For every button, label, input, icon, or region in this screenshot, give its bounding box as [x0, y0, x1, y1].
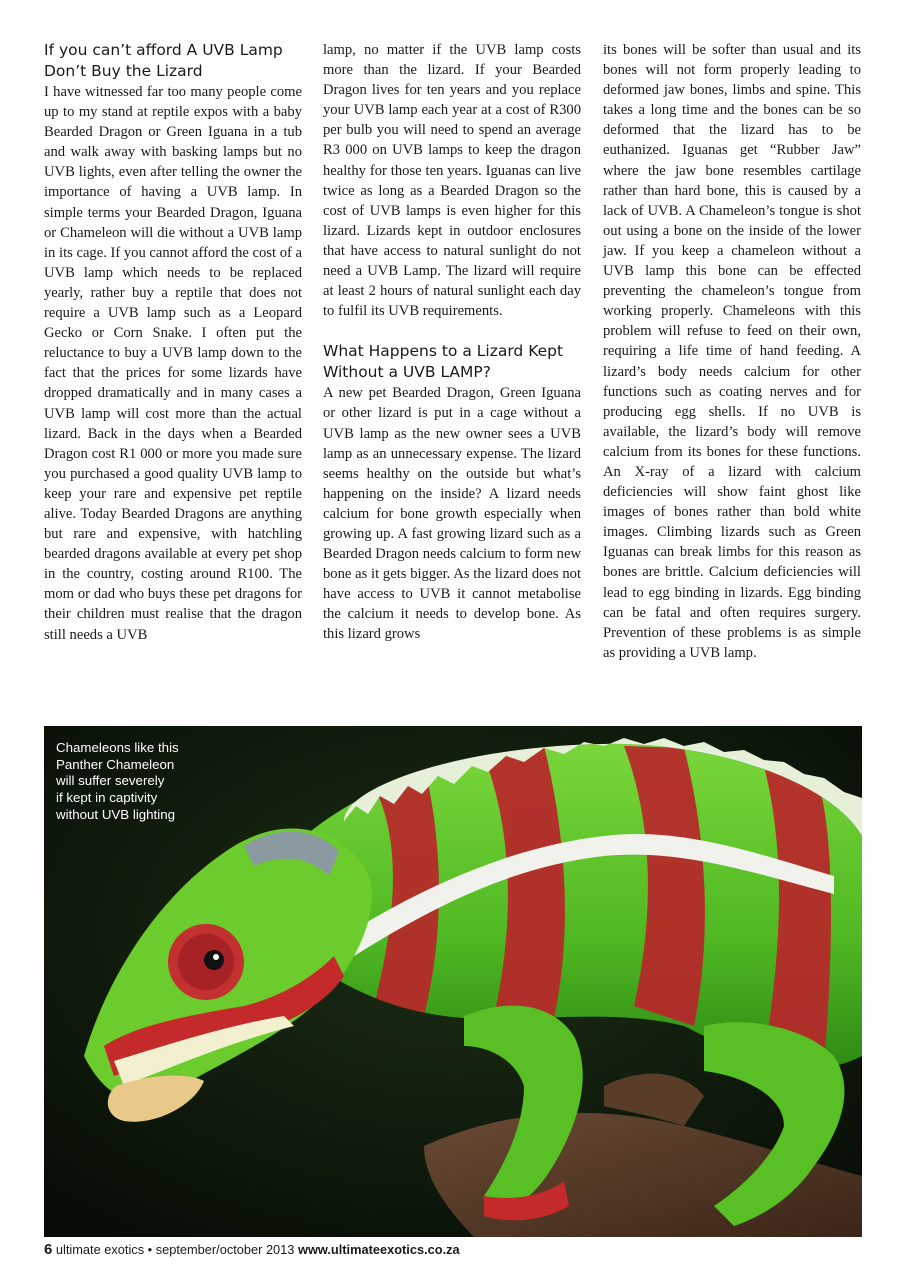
page-footer — [44, 1242, 460, 1258]
chameleon-photo — [44, 726, 862, 1237]
page-number: 6 — [44, 1241, 53, 1258]
caption-line-4: if kept in captivity — [56, 790, 158, 806]
photo-caption — [56, 740, 179, 824]
column-2-text-bottom: A new pet Bearded Dragon, Green Iguana or other lizard is put in a cage without a UVB lamp as the new owner sees a UVB lamp as an unnecessary expense. The lizard seems healthy on the outside but what’s happening on the inside? A lizard needs calcium for bone growth especially when growing up. A fast growing lizard such as a Bearded Dragon needs calcium to form new bone as it gets bigger. As the lizard does not have access to UVB it cannot metabolise the calcium it needs to develop bone. As this lizard grows — [323, 385, 581, 643]
caption-line-2: Panther Chameleon — [56, 756, 175, 772]
column-1 — [44, 40, 302, 645]
heading-line-2: Don’t Buy the Lizard — [44, 62, 203, 80]
column-3 — [603, 40, 861, 663]
heading-uvb-lamp — [44, 40, 302, 82]
heading-line-1: If you can’t afford A UVB Lamp — [44, 41, 283, 59]
caption-line-3: will suffer severely — [56, 773, 165, 789]
column-2 — [323, 40, 581, 645]
heading-line-2: Without a UVB LAMP? — [323, 363, 491, 382]
column-1-text: I have witnessed far too many people come up to my stand at reptile expos with a baby Bearded Dragon or Green Iguana in a tub and walk away with basking lamps but no UVB lights, even after telling the owner the importance of having a UVB lamp. In simple terms your Bearded Dragon, Iguana or Chameleon will die without a UVB lamp in its cage. If you cannot afford the cost of a UVB lamp which needs to be replaced yearly, rather buy a reptile that does not require a UVB lamp such as a Leopard Gecko or Corn Snake. I often put the reluctance to buy a UVB lamp down to the fact that the prices for some lizards have dropped dramatically and in many cases a UVB lamp will cost more than the actual lizard. Back in the days when a Bearded Dragon cost R1 000 or more you made sure you purchased a good quality UVB lamp to keep your rare and expensive pet reptile alive. Today Bearded Dragons are anything but rare and expensive, with hatchling bearded dragons available at every pet shop in the country, costing around R100. The mom or dad who buys these pet dragons for their children must realise that the dragon still needs a UVB — [44, 84, 302, 643]
issue-info: ultimate exotics • september/october 2013 — [55, 1242, 295, 1257]
column-2-text-top: lamp, no matter if the UVB lamp costs more than the lizard. If your Bearded Dragon lives for ten years and you replace your UVB lamp each year at a cost of R300 per bulb you will need to spend an average R3 000 on UVB lamps to keep the dragon healthy for those ten years. Iguanas can live twice as long as a Bearded Dragon so the cost of UVB lamps is even higher for this lizard. Lizards kept in outdoor enclosures that have access to natural sunlight do not need a UVB Lamp. The lizard will require at least 2 hours of natural sunlight each day to fulfil its UVB requirements. — [323, 42, 581, 320]
caption-line-1: Chameleons like this — [56, 740, 179, 755]
website-link[interactable]: www.ultimateexotics.co.za — [297, 1242, 460, 1257]
column-3-text: its bones will be softer than usual and its bones will not form properly leading to deformed jaw bones, limbs and spine. This takes a long time and the bones can be so deformed that the lizard has to be euthanized. Iguanas get “Rubber Jaw” where the jaw bone resembles cartilage rather than hard bone, this is caused by a lack of UVB. A Chameleon’s tongue is shot out using a bone on the inside of the lower jaw. If you keep a chameleon without a UVB lamp this bone can be effected preventing the chameleon’s tongue from working properly. Chameleons with this problem will refuse to feed on their own, requiring a life time of hand feeding. A lizard’s body needs calcium for other functions such as coating nerves and for producing egg shells. If no UVB is available, the lizard’s body will remove calcium from its bones for these functions. An X-ray of a lizard with calcium deficiencies will show faint ghost like images of bones rather than bold white images. Climbing lizards such as Green Iguanas can break limbs for this reason as bones are brittle. Calcium deficiencies will lead to egg binding in lizards. Egg binding can be fatal and often requires surgery. Prevention of these problems is as simple as providing a UVB lamp. — [603, 42, 861, 661]
heading-line-1: What Happens to a Lizard Kept — [323, 342, 564, 361]
caption-line-5: without UVB lighting — [56, 806, 175, 822]
heading-what-happens — [323, 341, 581, 383]
